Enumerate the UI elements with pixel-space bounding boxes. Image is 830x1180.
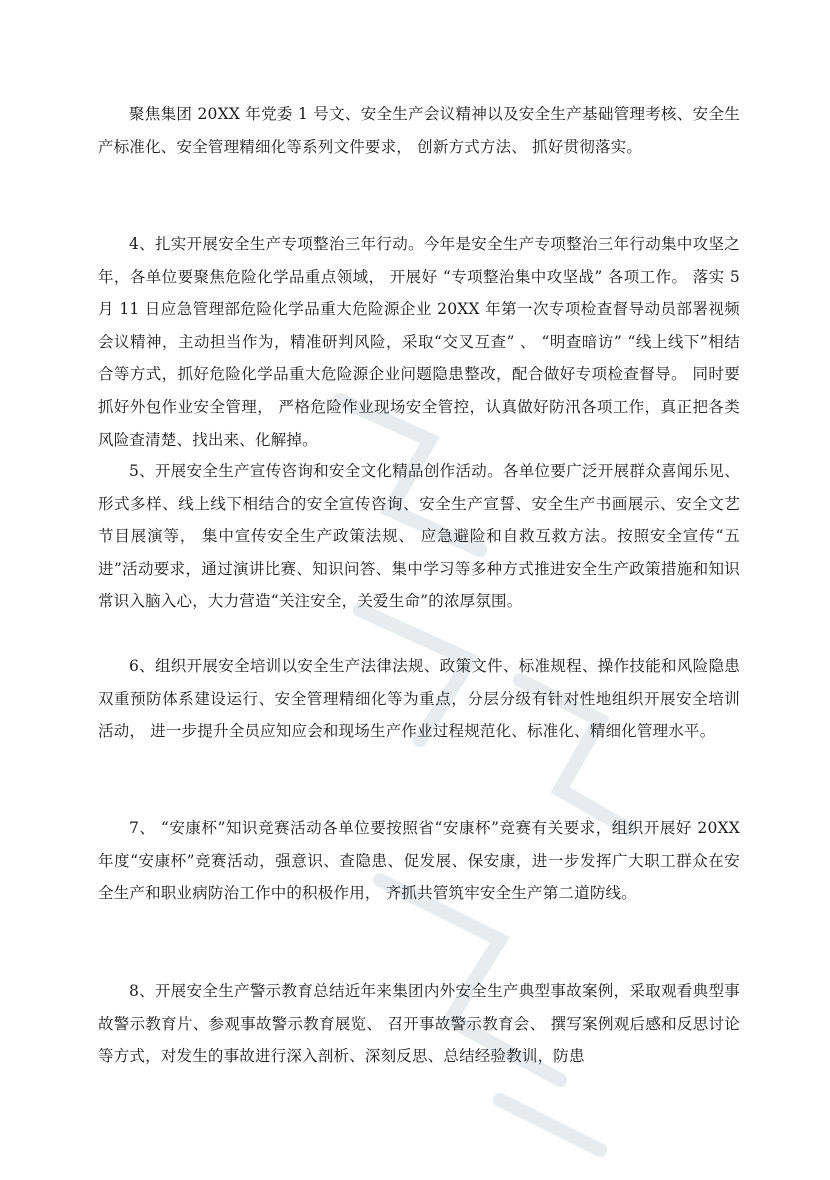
paragraph-item-7: 7、 “安康杯”知识竞赛活动各单位要按照省“安康杯”竞赛有关要求，组织开展好 20XX 年度“安康杯”竞赛活动，强意识、查隐患、促发展、保安康，进一步发挥广大职工群众在安全生产和职业病防治工作中的积极作用， 齐抓共管筑牢安全生产第二道防线。 — [98, 819, 740, 903]
paragraph-item-5: 5、开展安全生产宣传咨询和安全文化精品创作活动。各单位要广泛开展群众喜闻乐见、形式多样、线上线下相结合的安全宣传咨询、安全生产宣誓、安全生产书画展示、安全文艺节目展演等， 集中宣传安全生产政策法规、 应急避险和自救互救方法。按照安全宣传“五进”活动要求，通过演讲比赛、知识问答、集中学习等多种方式推进安全生产政策措施和知识常识入脑入心，大力营造“关注安全，关爱生命”的浓厚氛围。 — [98, 462, 740, 611]
paragraph-item-6: 6、组织开展安全培训以安全生产法律法规、政策文件、标准规程、操作技能和风险隐患双重预防体系建设运行、安全管理精细化等为重点，分层分级有针对性地组织开展安全培训活动， 进一步提升全员应知应会和现场生产作业过程规范化、标准化、精细化管理水平。 — [98, 657, 740, 741]
paragraph-item-4: 4、扎实开展安全生产专项整治三年行动。今年是安全生产专项整治三年行动集中攻坚之年，各单位要聚焦危险化学品重点领域， 开展好 “专项整治集中攻坚战” 各项工作。 落实 5 月 11 日应急管理部危险化学品重大危险源企业 20XX 年第一次专项检查督导动员部署视频会议精神，主动担当作为，精准研判风险，采取“交叉互查” 、 “明查暗访” “线上线下”相结合等方式，抓好危险化学品重大危险源企业问题隐患整改，配合做好专项检查督导。 同时要抓好外包作业安全管理， 严格危险作业现场安全管控，认真做好防汛各项工作，真正把各类风险查清楚、找出来、化解掉。 — [98, 235, 740, 449]
paragraph-intro-continuation: 聚焦集团 20XX 年党委 1 号文、安全生产会议精神以及安全生产基础管理考核、安全生产标准化、安全管理精细化等系列文件要求， 创新方式方法、 抓好贯彻落实。 — [98, 105, 740, 156]
paragraph-item-8: 8、开展安全生产警示教育总结近年来集团内外安全生产典型事故案例，采取观看典型事故警示教育片、参观事故警示教育展览、 召开事故警示教育会、 撰写案例观后感和反思讨论等方式，对发生的事故进行深入剖析、深刻反思、总结经验教训，防患 — [98, 982, 740, 1066]
